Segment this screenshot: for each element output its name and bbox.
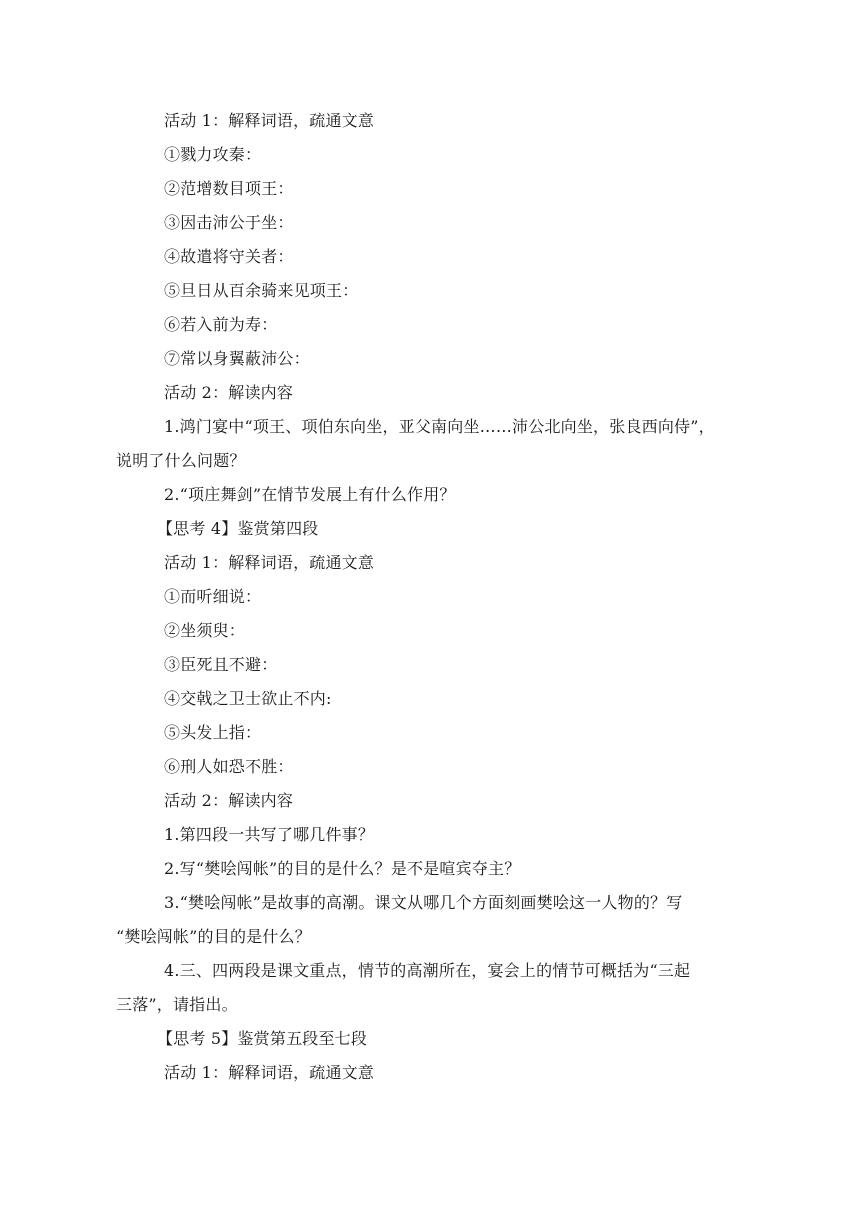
question-text: “樊哙闯帐”的目的是什么？ bbox=[116, 927, 311, 946]
vocab-item: ⑥若入前为寿： bbox=[164, 315, 278, 334]
vocab-item: ②坐须臾： bbox=[164, 621, 246, 640]
vocab-item: ③臣死且不避： bbox=[164, 655, 278, 674]
section-heading: 【思考 4】鉴赏第四段 bbox=[157, 519, 319, 538]
vocab-item: ②范增数目项王： bbox=[164, 179, 294, 198]
vocab-item: ④交戟之卫士欲止不内: bbox=[164, 689, 332, 708]
activity-1-title: 活动 1：解释词语，疏通文意 bbox=[164, 111, 375, 130]
activity-1-title: 活动 1：解释词语，疏通文意 bbox=[164, 553, 375, 572]
question-text: 三落”，请指出。 bbox=[116, 995, 238, 1014]
section-heading: 【思考 5】鉴赏第五段至七段 bbox=[157, 1029, 368, 1048]
vocab-item: ⑥刑人如恐不胜： bbox=[164, 757, 294, 776]
question-text: 4.三、四两段是课文重点，情节的高潮所在，宴会上的情节可概括为“三起 bbox=[164, 961, 691, 980]
question-text: 说明了什么问题？ bbox=[116, 451, 246, 470]
vocab-item: ⑦常以身翼蔽沛公： bbox=[164, 349, 310, 368]
vocab-item: ①而听细说： bbox=[164, 587, 262, 606]
question-text: 3.“樊哙闯帐”是故事的高潮。课文从哪几个方面刻画樊哙这一人物的？写 bbox=[164, 893, 683, 912]
vocab-item: ⑤头发上指： bbox=[164, 723, 262, 742]
activity-1-title: 活动 1：解释词语，疏通文意 bbox=[164, 1063, 375, 1082]
question-text: 2.写“樊哙闯帐”的目的是什么？是不是喧宾夺主？ bbox=[164, 859, 521, 878]
activity-2-title: 活动 2：解读内容 bbox=[164, 383, 294, 402]
vocab-item: ④故遣将守关者： bbox=[164, 247, 294, 266]
question-text: 1.第四段一共写了哪几件事？ bbox=[164, 825, 375, 844]
activity-2-title: 活动 2：解读内容 bbox=[164, 791, 294, 810]
question-text: 1.鸿门宴中“项王、项伯东向坐，亚父南向坐……沛公北向坐，张良西向侍”， bbox=[164, 417, 715, 436]
question-text: 2.“项庄舞剑”在情节发展上有什么作用？ bbox=[164, 485, 456, 504]
vocab-item: ⑤旦日从百余骑来见项王： bbox=[164, 281, 359, 300]
vocab-item: ①戮力攻秦： bbox=[164, 145, 262, 164]
vocab-item: ③因击沛公于坐： bbox=[164, 213, 294, 232]
